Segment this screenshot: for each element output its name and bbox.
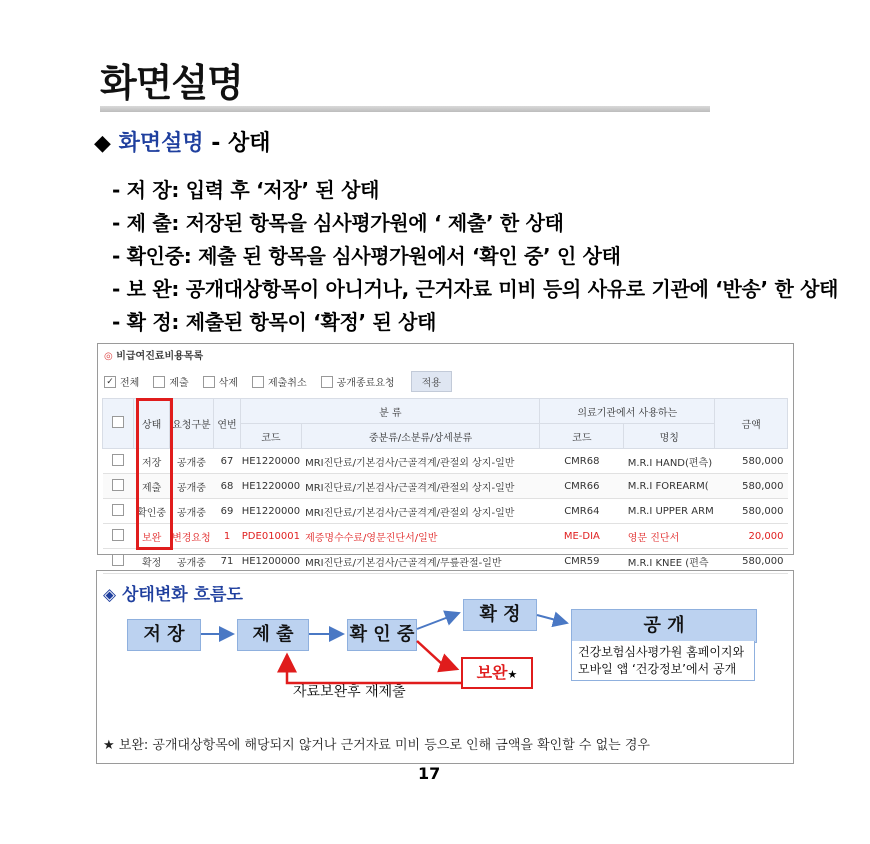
title-underline xyxy=(100,106,710,112)
cell-request-type: 변경요청 xyxy=(169,524,213,549)
cell-amount: 580,000 xyxy=(715,474,788,499)
cell-status: 보완 xyxy=(134,524,170,549)
flow-arrows xyxy=(97,571,793,731)
row-checkbox-box[interactable] xyxy=(112,529,124,541)
list-screenshot xyxy=(97,343,794,569)
cell-amount: 580,000 xyxy=(715,549,788,574)
cell-inst-name: M.R.I HAND(편측) xyxy=(624,449,715,474)
header-amount: 금액 xyxy=(715,399,788,449)
cell-request-type: 공개중 xyxy=(169,449,213,474)
section-heading xyxy=(94,126,271,157)
public-desc-line1: 건강보험심사평가원 홈페이지와 xyxy=(578,645,745,659)
supplement-label: 보완 xyxy=(476,663,508,682)
row-checkbox[interactable] xyxy=(103,449,134,474)
cell-code: PDE010001 xyxy=(241,524,301,549)
public-desc-line2: 모바일 앱 ‘건강정보’에서 공개 xyxy=(578,662,737,676)
filter-label-submit: 제출 xyxy=(169,378,189,389)
arrow-checking-to-confirmed xyxy=(417,613,459,629)
row-checkbox-box[interactable] xyxy=(112,554,124,566)
cell-seq: 68 xyxy=(213,474,240,499)
status-desc-checking: - 확인중: 제출 된 항목을 심사평가원에서 ‘확인 중’ 인 상태 xyxy=(112,244,621,268)
cell-status: 제출 xyxy=(134,474,170,499)
filter-label-cancel: 제출취소 xyxy=(267,378,307,389)
filter-checkbox-end-request[interactable] xyxy=(321,376,333,388)
cell-amount: 580,000 xyxy=(715,499,788,524)
list-title-text: 비급여진료비용목록 xyxy=(116,351,204,362)
cell-code: HE1200000 xyxy=(241,549,301,574)
cell-code: HE1220000 xyxy=(241,499,301,524)
filter-bar xyxy=(104,371,452,392)
diamond-bullet-icon: ◆ xyxy=(94,131,111,156)
table-row[interactable] xyxy=(103,474,788,499)
section-heading-rest: - 상태 xyxy=(203,131,271,156)
cell-inst-name: M.R.I UPPER ARM xyxy=(624,499,715,524)
filter-checkbox-cancel[interactable] xyxy=(252,376,264,388)
row-checkbox-box[interactable] xyxy=(112,479,124,491)
row-checkbox-box[interactable] xyxy=(112,504,124,516)
status-desc-save: - 저 장: 입력 후 ‘저장’ 된 상태 xyxy=(112,178,380,202)
status-column-highlight xyxy=(136,398,173,550)
cell-status: 확인중 xyxy=(134,499,170,524)
cell-inst-code: CMR64 xyxy=(540,499,624,524)
filter-checkbox-submit[interactable] xyxy=(153,376,165,388)
section-heading-keyword: 화면설명 xyxy=(118,131,204,156)
flow-node-save: 저 장 xyxy=(127,619,201,651)
cell-detail: MRI진단료/기본검사/근골격계/관절외 상지-일반 xyxy=(301,474,540,499)
cell-seq: 69 xyxy=(213,499,240,524)
status-desc-confirmed: - 확 정: 제출된 항목이 ‘확정’ 된 상태 xyxy=(112,310,437,334)
header-category-group: 분 류 xyxy=(241,399,540,424)
header-inst-code: 코드 xyxy=(540,424,624,449)
filter-label-end-request: 공개종료요청 xyxy=(336,378,395,389)
filter-checkbox-all[interactable]: ✓ xyxy=(104,376,116,388)
cell-request-type: 공개중 xyxy=(169,499,213,524)
cell-seq: 71 xyxy=(213,549,240,574)
cell-code: HE1220000 xyxy=(241,474,301,499)
filter-label-delete: 삭제 xyxy=(218,378,238,389)
cell-detail: MRI진단료/기본검사/근골격계/무릎관절-일반 xyxy=(301,549,540,574)
table-row[interactable] xyxy=(103,499,788,524)
cell-inst-code: CMR66 xyxy=(540,474,624,499)
star-icon: ★ xyxy=(507,668,518,681)
row-checkbox[interactable] xyxy=(103,474,134,499)
page-number: 17 xyxy=(418,764,441,783)
arrow-resubmit xyxy=(287,655,461,683)
cell-status: 확정 xyxy=(134,549,170,574)
cell-inst-code: CMR59 xyxy=(540,549,624,574)
header-institution-group: 의료기관에서 사용하는 xyxy=(540,399,715,424)
cell-inst-code: ME-DIA xyxy=(540,524,624,549)
header-inst-name: 명칭 xyxy=(624,424,715,449)
fee-table xyxy=(102,398,788,574)
cell-inst-name: M.R.I KNEE (편측 xyxy=(624,549,715,574)
header-seq: 연번 xyxy=(213,399,240,449)
status-desc-supplement: - 보 완: 공개대상항목이 아니거나, 근거자료 미비 등의 사유로 기관에 ‘반송’ 한 상태 xyxy=(112,277,839,301)
cell-inst-code: CMR68 xyxy=(540,449,624,474)
header-request-type: 요청구분 xyxy=(169,399,213,449)
resubmit-label: 자료보완후 재제출 xyxy=(293,684,406,700)
filter-checkbox-delete[interactable] xyxy=(203,376,215,388)
flow-node-submit: 제 출 xyxy=(237,619,309,651)
flow-title: ◈ 상태변화 흐름도 xyxy=(103,585,243,605)
header-status: 상태 xyxy=(134,399,170,449)
cell-amount: 20,000 xyxy=(715,524,788,549)
row-checkbox[interactable] xyxy=(103,524,134,549)
status-desc-submit: - 제 출: 저장된 항목을 심사평가원에 ‘ 제출’ 한 상태 xyxy=(112,211,564,235)
cell-inst-name: M.R.I FOREARM( xyxy=(624,474,715,499)
arrow-checking-to-supplement xyxy=(417,641,457,669)
row-checkbox-box[interactable] xyxy=(112,454,124,466)
table-row[interactable] xyxy=(103,524,788,549)
status-flow-diagram xyxy=(96,570,794,764)
filter-label-all: 전체 xyxy=(120,378,140,389)
apply-button[interactable]: 적용 xyxy=(411,371,452,392)
flow-node-checking: 확 인 중 xyxy=(347,619,417,651)
header-code: 코드 xyxy=(241,424,301,449)
cell-amount: 580,000 xyxy=(715,449,788,474)
bullet-dot-icon: ◎ xyxy=(104,351,113,362)
cell-seq: 1 xyxy=(213,524,240,549)
header-select-all[interactable] xyxy=(103,399,134,449)
arrow-confirmed-to-public xyxy=(537,615,567,623)
cell-code: HE1220000 xyxy=(241,449,301,474)
cell-status: 저장 xyxy=(134,449,170,474)
cell-detail: MRI진단료/기본검사/근골격계/관절외 상지-일반 xyxy=(301,449,540,474)
flow-node-confirmed: 확 정 xyxy=(463,599,537,631)
flow-footnote: ★ 보완: 공개대상항목에 해당되지 않거나 근거자료 미비 등으로 인해 금액을 확인할 수 없는 경우 xyxy=(103,738,650,753)
cell-detail: 제증명수수료/영문진단서/일반 xyxy=(301,524,540,549)
cell-request-type: 공개중 xyxy=(169,549,213,574)
header-detail: 중분류/소분류/상세분류 xyxy=(301,424,540,449)
cell-request-type: 공개중 xyxy=(169,474,213,499)
cell-seq: 67 xyxy=(213,449,240,474)
cell-detail: MRI진단료/기본검사/근골격계/관절외 상지-일반 xyxy=(301,499,540,524)
cell-inst-name: 영문 진단서 xyxy=(624,524,715,549)
flow-node-public: 공 개 xyxy=(571,609,757,643)
table-row[interactable] xyxy=(103,449,788,474)
page-title: 화면설명 xyxy=(100,61,243,105)
list-title xyxy=(104,347,203,362)
row-checkbox[interactable] xyxy=(103,499,134,524)
